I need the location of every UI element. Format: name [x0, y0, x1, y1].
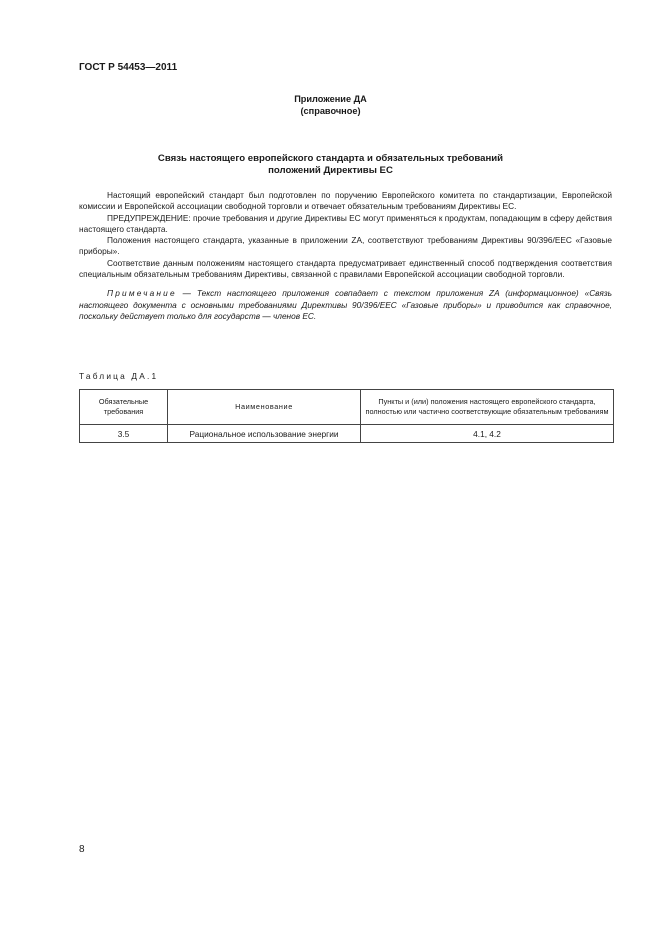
table-row [80, 425, 614, 443]
body-text [79, 190, 612, 322]
paragraph: ПРЕДУПРЕЖДЕНИЕ: прочие требования и другие Директивы ЕС могут применяться к продуктам, попадающим в сферу действия настоящего стандарта. [79, 212, 612, 234]
section-title-line1: Связь настоящего европейского стандарта и обязательных требований [157, 153, 504, 164]
note-paragraph [79, 288, 612, 322]
cell-name: Рациональное использование энергии [168, 425, 361, 443]
paragraph: Настоящий европейский стандарт был подготовлен по поручению Европейского комитета по стандартизации, Европейской комиссии и Европейской ассоциации свободной торговли и отвечает обязательным требованиям Директивы ЕС. [79, 190, 612, 212]
header-name: Наименование [168, 390, 361, 425]
annex-subtitle: (справочное) [300, 106, 361, 116]
annex-heading [0, 93, 661, 117]
note-label: Примечание [107, 288, 177, 299]
requirements-table [79, 389, 614, 443]
section-title [120, 153, 541, 177]
table-header-row [80, 390, 614, 425]
table-label: Таблица ДА.1 [79, 371, 159, 381]
page-number: 8 [79, 844, 85, 855]
annex-title: Приложение ДА [294, 94, 367, 104]
cell-clauses: 4.1, 4.2 [361, 425, 614, 443]
section-title-line2: положений Директивы ЕС [268, 165, 393, 176]
header-clauses: Пункты и (или) положения настоящего европейского стандарта, полностью или частично соответствующие обязательным требованиям [361, 390, 614, 425]
paragraph: Положения настоящего стандарта, указанные в приложении ZA, соответствуют требованиям Директивы 90/396/EEC «Газовые приборы». [79, 235, 612, 257]
document-code: ГОСТ Р 54453—2011 [79, 62, 178, 73]
cell-requirement: 3.5 [80, 425, 168, 443]
note-text: — Текст настоящего приложения совпадает с текстом приложения ZA (информационное) «Связь настоящего документа с основными требованиями Директивы 90/396/EEC «Газовые приборы» и приводится как справочное, поскольку действует только для государств — членов ЕС. [79, 288, 612, 321]
paragraph: Соответствие данным положениям настоящего стандарта предусматривает единственный способ подтверждения соответствия специальным обязательным требованиям Директивы, связанной с правилами Европейской ассоциации свободной торговли. [79, 257, 612, 280]
header-required: Обязательные требования [80, 390, 168, 425]
